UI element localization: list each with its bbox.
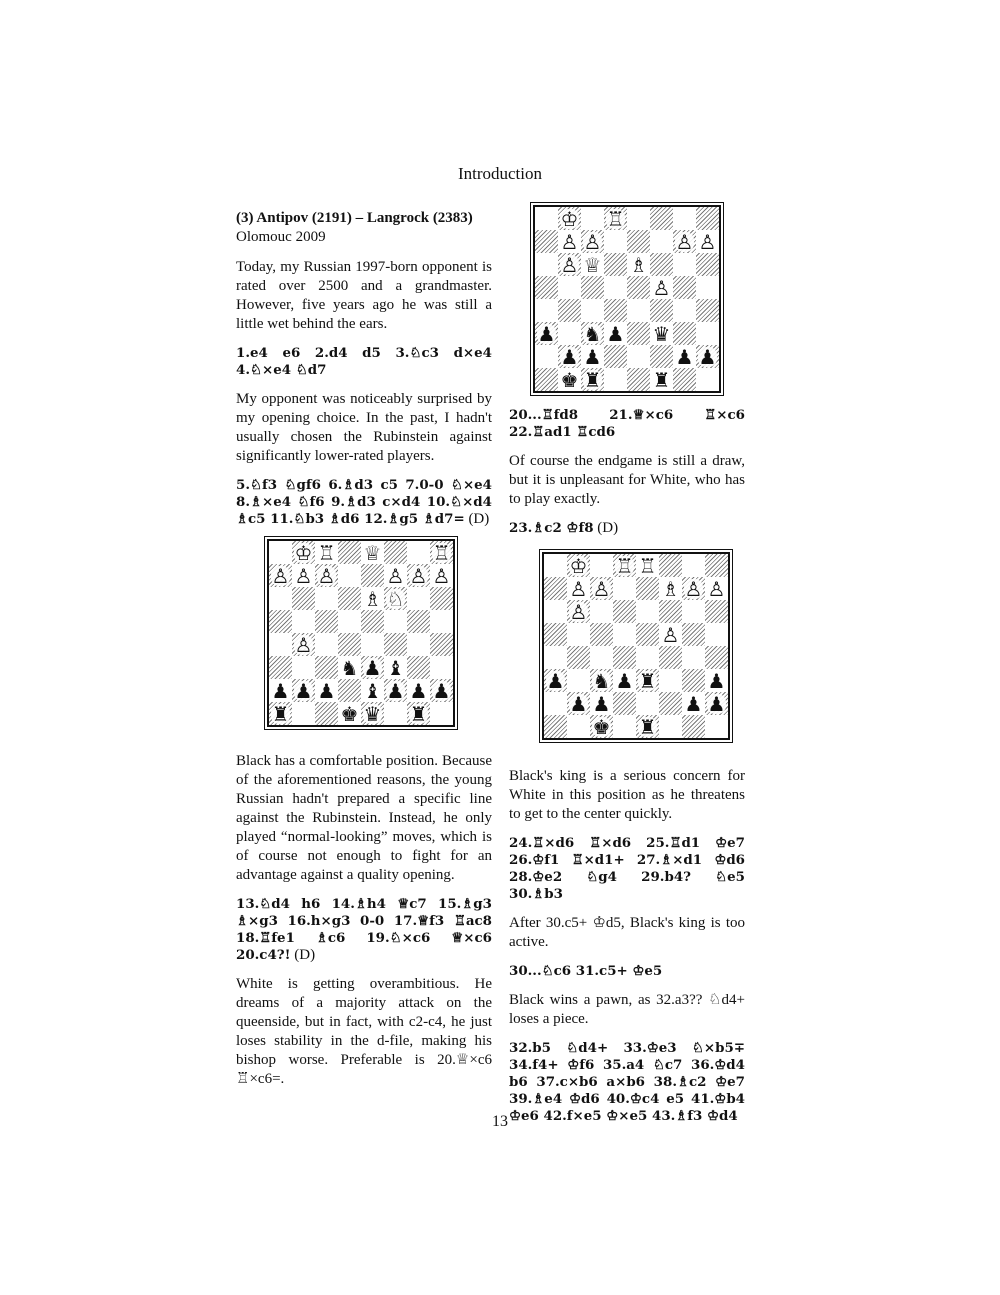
board-square xyxy=(627,253,650,276)
chess-piece: ♞ xyxy=(583,321,602,346)
chess-piece: ♟ xyxy=(546,668,565,693)
chess-piece: ♟ xyxy=(294,678,313,703)
board-square xyxy=(558,253,581,276)
board-square xyxy=(535,368,558,391)
chess-piece: ♖ xyxy=(606,206,625,231)
board-square xyxy=(269,610,292,633)
board-square xyxy=(636,669,659,692)
diagram-marker: (D) xyxy=(593,520,619,536)
chess-piece: ♟ xyxy=(606,321,625,346)
board-square xyxy=(292,610,315,633)
board-square xyxy=(338,541,361,564)
board-square xyxy=(613,600,636,623)
chess-piece: ♙ xyxy=(317,563,336,588)
moves-5 xyxy=(509,520,745,537)
moves-2 xyxy=(236,477,492,528)
board-square xyxy=(535,276,558,299)
board-square xyxy=(567,600,590,623)
chess-piece: ♟ xyxy=(317,678,336,703)
board-square xyxy=(292,541,315,564)
board-square xyxy=(430,564,453,587)
chess-piece: ♞ xyxy=(340,655,359,680)
chess-piece: ♙ xyxy=(294,563,313,588)
board-square xyxy=(705,623,728,646)
chess-piece: ♜ xyxy=(638,714,657,739)
chess-piece: ♗ xyxy=(629,252,648,277)
board-square xyxy=(544,692,567,715)
board-square xyxy=(407,679,430,702)
board-square xyxy=(567,692,590,715)
board-square xyxy=(696,368,719,391)
board-square xyxy=(269,564,292,587)
board-square xyxy=(604,230,627,253)
board-square xyxy=(636,600,659,623)
board-square xyxy=(430,541,453,564)
board-square xyxy=(650,230,673,253)
board-square xyxy=(613,669,636,692)
board-square xyxy=(544,554,567,577)
chess-piece: ♟ xyxy=(707,668,726,693)
board-square xyxy=(407,656,430,679)
board-square xyxy=(696,299,719,322)
board-square xyxy=(650,253,673,276)
board-square xyxy=(544,577,567,600)
board-square xyxy=(650,207,673,230)
board-square xyxy=(659,623,682,646)
board-square xyxy=(361,656,384,679)
chess-piece: ♟ xyxy=(432,678,451,703)
chess-piece: ♝ xyxy=(363,678,382,703)
board-square xyxy=(590,554,613,577)
board-square xyxy=(315,702,338,725)
chess-piece: ♕ xyxy=(583,252,602,277)
chess-piece: ♖ xyxy=(615,553,634,578)
chess-piece: ♜ xyxy=(271,701,290,726)
board-square xyxy=(613,554,636,577)
chess-piece: ♚ xyxy=(560,367,579,392)
chess-piece: ♚ xyxy=(592,714,611,739)
board-square xyxy=(650,276,673,299)
board-square xyxy=(558,345,581,368)
board-square xyxy=(315,656,338,679)
chess-piece: ♜ xyxy=(409,701,428,726)
chess-piece: ♟ xyxy=(537,321,556,346)
board-square xyxy=(673,345,696,368)
chess-piece: ♟ xyxy=(560,344,579,369)
board-square xyxy=(673,276,696,299)
running-head: Introduction xyxy=(457,164,543,183)
chess-diagram-1 xyxy=(533,205,721,393)
board-square xyxy=(682,646,705,669)
moves-5-text: 23.♗c2 ♔f8 xyxy=(509,520,594,536)
board-square xyxy=(682,623,705,646)
paragraph-4: White is getting overambitious. He dreams of a majority attack on the queenside, but in fact, with c2-c4, he just loses stability in the d-file, making his bishop worse. Preferable is 20.♕×c6 ♖×c6=. xyxy=(236,976,492,1087)
board-square xyxy=(338,610,361,633)
board-square xyxy=(558,276,581,299)
board-square xyxy=(535,322,558,345)
board-square xyxy=(361,610,384,633)
board-square xyxy=(696,345,719,368)
board-square xyxy=(659,715,682,738)
board-square xyxy=(627,345,650,368)
chess-piece: ♟ xyxy=(409,678,428,703)
board-square xyxy=(696,276,719,299)
board-square xyxy=(315,633,338,656)
board-square xyxy=(696,322,719,345)
chess-piece: ♟ xyxy=(707,691,726,716)
chess-piece: ♝ xyxy=(386,655,405,680)
board-square xyxy=(269,587,292,610)
chess-piece: ♘ xyxy=(386,586,405,611)
paragraph-8: Black wins a pawn, as 32.a3?? ♘d4+ loses a piece. xyxy=(509,992,745,1027)
board-square xyxy=(338,702,361,725)
chess-piece: ♛ xyxy=(652,321,671,346)
chess-piece: ♟ xyxy=(569,691,588,716)
chess-piece: ♜ xyxy=(583,367,602,392)
board-square xyxy=(269,679,292,702)
paragraph-5: Of course the endgame is still a draw, but it is unpleasant for White, who has to play exactly. xyxy=(509,453,745,507)
board-square xyxy=(407,610,430,633)
board-square xyxy=(361,633,384,656)
board-square xyxy=(581,322,604,345)
chess-piece: ♟ xyxy=(684,691,703,716)
board-square xyxy=(384,587,407,610)
chess-piece: ♙ xyxy=(271,563,290,588)
chess-piece: ♙ xyxy=(661,622,680,647)
board-square xyxy=(590,715,613,738)
chess-piece: ♞ xyxy=(592,668,611,693)
board-square xyxy=(315,564,338,587)
diagram-marker: (D) xyxy=(290,947,316,963)
board-square xyxy=(384,610,407,633)
board-square xyxy=(581,299,604,322)
board-square xyxy=(650,322,673,345)
moves-7: 30...♘c6 31.c5+ ♔e5 xyxy=(509,963,663,979)
board-square xyxy=(696,207,719,230)
board-square xyxy=(636,715,659,738)
board-square xyxy=(604,253,627,276)
board-square xyxy=(659,692,682,715)
board-square xyxy=(338,679,361,702)
board-square xyxy=(590,692,613,715)
board-square xyxy=(558,230,581,253)
chess-piece: ♔ xyxy=(569,553,588,578)
board-square xyxy=(705,600,728,623)
board-square xyxy=(338,633,361,656)
board-square xyxy=(659,600,682,623)
chess-piece: ♔ xyxy=(560,206,579,231)
board-square xyxy=(567,577,590,600)
board-square xyxy=(384,656,407,679)
board-square xyxy=(636,623,659,646)
chess-piece: ♙ xyxy=(386,563,405,588)
board-square xyxy=(567,715,590,738)
board-square xyxy=(604,368,627,391)
board-square xyxy=(338,656,361,679)
board-square xyxy=(659,554,682,577)
board-square xyxy=(613,692,636,715)
board-square xyxy=(636,577,659,600)
board-square xyxy=(567,669,590,692)
board-square xyxy=(269,541,292,564)
board-square xyxy=(292,564,315,587)
board-square xyxy=(613,577,636,600)
board-square xyxy=(705,646,728,669)
board-square xyxy=(292,633,315,656)
chess-piece: ♜ xyxy=(652,367,671,392)
board-square xyxy=(292,702,315,725)
board-square xyxy=(682,600,705,623)
board-square xyxy=(659,646,682,669)
board-square xyxy=(590,600,613,623)
board-square xyxy=(269,702,292,725)
chess-piece: ♙ xyxy=(684,576,703,601)
board-square xyxy=(338,587,361,610)
chess-piece: ♙ xyxy=(675,229,694,254)
board-square xyxy=(613,646,636,669)
chess-piece: ♟ xyxy=(675,344,694,369)
board-square xyxy=(567,623,590,646)
board-square xyxy=(535,253,558,276)
board-square xyxy=(627,207,650,230)
board-square xyxy=(407,541,430,564)
moves-6: 24.♖×d6 ♖×d6 25.♖d1 ♔e7 26.♔f1 ♖×d1+ 27.♗×d1 ♔d6 28.♔e2 ♘g4 29.b4? ♘e5 30.♗b3 xyxy=(509,835,745,902)
chess-piece: ♙ xyxy=(652,275,671,300)
chess-piece: ♟ xyxy=(698,344,717,369)
board-square xyxy=(705,577,728,600)
board-square xyxy=(682,692,705,715)
board-square xyxy=(590,577,613,600)
board-square xyxy=(604,276,627,299)
board-square xyxy=(535,230,558,253)
chess-piece: ♟ xyxy=(592,691,611,716)
chess-piece: ♙ xyxy=(560,229,579,254)
chess-piece: ♟ xyxy=(363,655,382,680)
board-square xyxy=(581,368,604,391)
board-square xyxy=(627,322,650,345)
board-square xyxy=(430,702,453,725)
chess-piece: ♙ xyxy=(698,229,717,254)
chess-piece: ♙ xyxy=(569,599,588,624)
board-square xyxy=(361,679,384,702)
board-square xyxy=(673,253,696,276)
paragraph-6: Black's king is a serious concern for White in this position as he threatens to get to the center quickly. xyxy=(509,768,745,822)
chess-piece: ♖ xyxy=(317,540,336,565)
chess-piece: ♟ xyxy=(615,668,634,693)
board-square xyxy=(384,702,407,725)
chess-piece: ♔ xyxy=(294,540,313,565)
chess-piece: ♜ xyxy=(638,668,657,693)
board-square xyxy=(581,207,604,230)
board-square xyxy=(613,623,636,646)
board-square xyxy=(636,646,659,669)
chess-piece: ♙ xyxy=(560,252,579,277)
board-square xyxy=(567,646,590,669)
moves-3-text: 13.♘d4 h6 14.♗h4 ♕c7 15.♗g3 ♗×g3 16.h×g3 0-0 17.♕f3 ♖ac8 18.♖fe1 ♗c6 19.♘×c6 ♕×c6 20.c4?! xyxy=(236,896,492,963)
paragraph-3: Black has a comfortable position. Because of the aforementioned reasons, the young Russian hadn't prepared a specific line against the Rubinstein. Instead, he only played “normal-looking” moves, which is of course not enough to fight for an advantage against a quality opening. xyxy=(236,753,492,883)
moves-2-text: 5.♘f3 ♘gf6 6.♗d3 c5 7.0-0 ♘×e4 8.♗×e4 ♘f6 9.♗d3 c×d4 10.♘×d4 ♗c5 11.♘b3 ♗d6 12.♗g5 ♗d7= xyxy=(236,477,492,527)
board-square xyxy=(361,564,384,587)
board-square xyxy=(361,541,384,564)
board-square xyxy=(407,633,430,656)
board-square xyxy=(558,207,581,230)
board-square xyxy=(407,564,430,587)
right-column xyxy=(509,407,745,1125)
chess-piece: ♙ xyxy=(409,563,428,588)
board-square xyxy=(430,633,453,656)
board-square xyxy=(338,564,361,587)
board-square xyxy=(604,322,627,345)
board-square xyxy=(604,207,627,230)
board-square xyxy=(604,299,627,322)
board-square xyxy=(430,656,453,679)
board-square xyxy=(590,669,613,692)
board-square xyxy=(627,299,650,322)
board-square xyxy=(407,587,430,610)
board-square xyxy=(581,345,604,368)
board-square xyxy=(682,577,705,600)
chess-piece: ♙ xyxy=(432,563,451,588)
chess-piece: ♙ xyxy=(583,229,602,254)
board-square xyxy=(705,669,728,692)
board-square xyxy=(673,230,696,253)
board-square xyxy=(315,541,338,564)
chess-piece: ♟ xyxy=(271,678,290,703)
moves-1: 1.e4 e6 2.d4 d5 3.♘c3 d×e4 4.♘×e4 ♘d7 xyxy=(236,345,492,378)
board-square xyxy=(705,692,728,715)
board-square xyxy=(581,230,604,253)
board-square xyxy=(696,253,719,276)
board-square xyxy=(650,368,673,391)
board-square xyxy=(673,368,696,391)
board-square xyxy=(292,587,315,610)
chess-piece: ♟ xyxy=(583,344,602,369)
board-square xyxy=(558,299,581,322)
chess-piece: ♟ xyxy=(386,678,405,703)
board-square xyxy=(544,600,567,623)
board-square xyxy=(696,230,719,253)
board-square xyxy=(627,276,650,299)
page-number: 13 xyxy=(492,1113,508,1130)
paragraph-7: After 30.c5+ ♔d5, Black's king is too active. xyxy=(509,915,745,950)
paragraph-2: My opponent was noticeably surprised by my opening choice. In the past, I hadn't usually chosen the Rubinstein against significantly lower-rated players. xyxy=(236,391,492,464)
board-square xyxy=(604,345,627,368)
board-square xyxy=(673,322,696,345)
chess-piece: ♙ xyxy=(569,576,588,601)
board-square xyxy=(384,679,407,702)
board-square xyxy=(269,633,292,656)
chess-piece: ♗ xyxy=(661,576,680,601)
moves-4: 20...♖fd8 21.♕×c6 ♖×c6 22.♖ad1 ♖cd6 xyxy=(509,407,745,440)
chess-piece: ♖ xyxy=(432,540,451,565)
board-square xyxy=(650,345,673,368)
board-square xyxy=(407,702,430,725)
paragraph-1: Today, my Russian 1997-born opponent is rated over 2500 and a grandmaster. However, five years ago he was still a little wet behind the ears. xyxy=(236,259,492,332)
board-square xyxy=(659,577,682,600)
board-square xyxy=(361,587,384,610)
board-square xyxy=(315,587,338,610)
board-square xyxy=(650,299,673,322)
chess-piece: ♙ xyxy=(707,576,726,601)
board-square xyxy=(673,299,696,322)
board-square xyxy=(659,669,682,692)
board-square xyxy=(430,679,453,702)
chess-diagram-2 xyxy=(267,539,455,727)
board-square xyxy=(581,276,604,299)
board-square xyxy=(627,230,650,253)
chess-piece: ♙ xyxy=(592,576,611,601)
board-square xyxy=(627,368,650,391)
board-square xyxy=(673,207,696,230)
game-title: (3) Antipov (2191) – Langrock (2383) xyxy=(236,210,473,226)
board-square xyxy=(558,322,581,345)
board-square xyxy=(384,633,407,656)
board-square xyxy=(590,623,613,646)
board-square xyxy=(292,656,315,679)
board-square xyxy=(590,646,613,669)
board-square xyxy=(292,679,315,702)
chess-piece: ♙ xyxy=(294,632,313,657)
chess-diagram-3 xyxy=(542,552,730,740)
board-square xyxy=(535,345,558,368)
board-square xyxy=(636,554,659,577)
board-square xyxy=(581,253,604,276)
chess-piece: ♛ xyxy=(363,701,382,726)
moves-3 xyxy=(236,896,492,964)
game-event: Olomouc 2009 xyxy=(236,229,326,245)
board-square xyxy=(535,299,558,322)
board-square xyxy=(544,646,567,669)
chess-piece: ♗ xyxy=(363,586,382,611)
chess-piece: ♚ xyxy=(340,701,359,726)
chess-piece: ♕ xyxy=(363,540,382,565)
board-square xyxy=(705,715,728,738)
board-square xyxy=(544,715,567,738)
board-square xyxy=(567,554,590,577)
board-square xyxy=(535,207,558,230)
board-square xyxy=(430,610,453,633)
board-square xyxy=(705,554,728,577)
board-square xyxy=(361,702,384,725)
diagram-marker: (D) xyxy=(464,511,490,527)
board-square xyxy=(682,554,705,577)
board-square xyxy=(613,715,636,738)
board-square xyxy=(315,679,338,702)
board-square xyxy=(682,669,705,692)
board-square xyxy=(636,692,659,715)
board-square xyxy=(558,368,581,391)
board-square xyxy=(315,610,338,633)
board-square xyxy=(430,587,453,610)
chess-piece: ♖ xyxy=(638,553,657,578)
board-square xyxy=(269,656,292,679)
board-square xyxy=(384,541,407,564)
board-square xyxy=(682,715,705,738)
board-square xyxy=(384,564,407,587)
board-square xyxy=(544,623,567,646)
board-square xyxy=(544,669,567,692)
moves-8: 32.b5 ♘d4+ 33.♔e3 ♘×b5∓ 34.f4+ ♔f6 35.a4 ♘c7 36.♔d4 b6 37.c×b6 a×b6 38.♗c2 ♔e7 39.♗e4 ♔d6 40.♔c4 e5 41.♔b4 ♔e6 42.f×e5 ♔×e5 43.♗f3 ♔d4 xyxy=(509,1040,745,1124)
